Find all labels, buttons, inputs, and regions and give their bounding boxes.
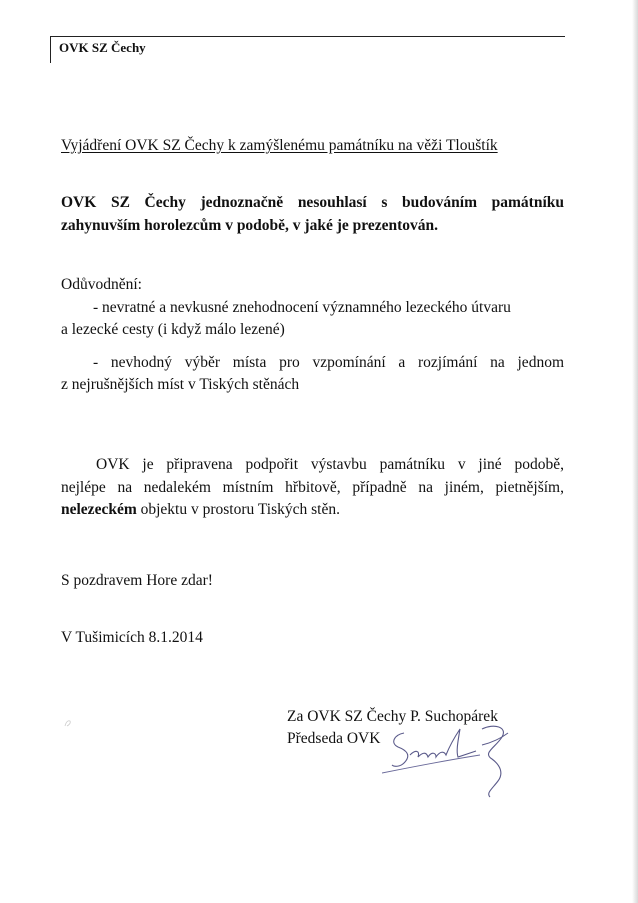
offer-line-1: OVK je připravena podpořit výstavbu památníku v jiné podobě, [96,456,564,473]
handwritten-signature [382,715,542,800]
letterhead-box [50,36,565,63]
letterhead-org: OVK SZ Čechy [59,40,146,55]
offer-line-3-rest: objektu v prostoru Tiských stěn. [136,501,340,518]
justification-point-1-line-1: - nevratné a nevkusné znehodnocení významného lezeckého útvaru [93,299,511,316]
justification-point-2-line-1: - nevhodný výběr místa pro vzpomínání a rozjímání na jednom [93,354,564,371]
offer-line-2: nejlépe na nedalekém místním hřbitově, případně na jiném, pietnějším, [61,479,564,496]
justification-heading: Odůvodnění: [61,276,142,293]
scan-edge [632,0,638,903]
statement-line-2: zahynuvším horolezcům v podobě, v jaké je prezentován. [61,217,439,234]
justification-point-1-line-2: a lezecké cesty (i když málo lezené) [61,321,285,338]
offer-emphasis: nelezeckém [61,501,137,518]
justification-point-2-line-2: z nejrušnějších míst v Tiských stěnách [61,376,300,393]
scan-speck [63,718,73,728]
statement-line-1: OVK SZ Čechy jednoznačně nesouhlasí s budováním památníku [61,194,564,211]
offer-line-3 [61,498,340,521]
signatory-line-1: Za OVK SZ Čechy P. Suchopárek [287,708,498,725]
place-and-date: V Tušimicích 8.1.2014 [61,629,203,646]
subject-line: Vyjádření OVK SZ Čechy k zamýšlenému památníku na věži Tlouštík [61,137,498,154]
signatory-line-2: Předseda OVK [287,730,381,747]
closing-greeting: S pozdravem Hore zdar! [61,572,213,589]
